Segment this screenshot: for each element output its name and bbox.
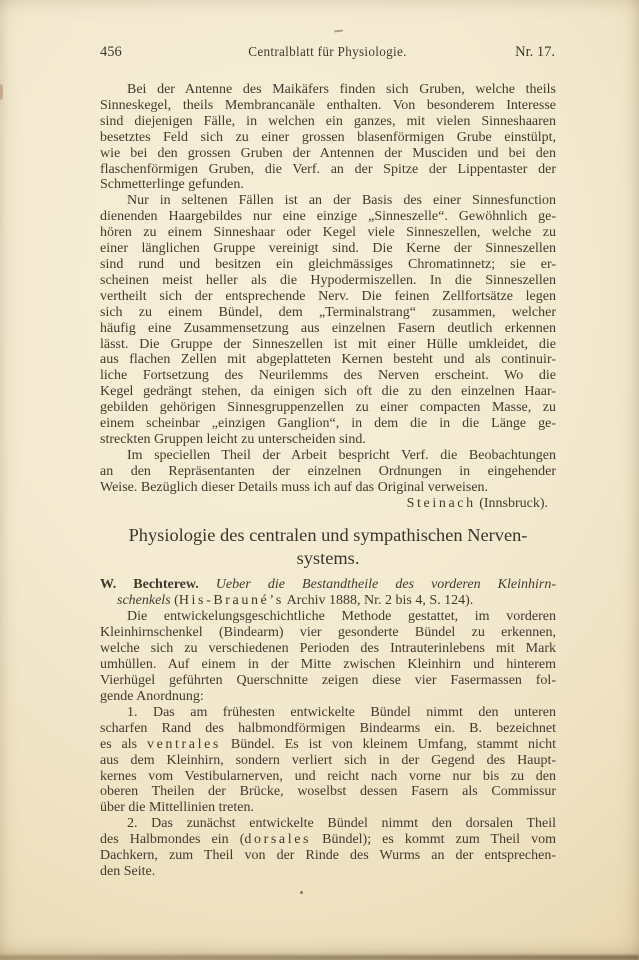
text-line: Physiologie des centralen und sympathischen Nerven- [128,525,528,546]
text-segment [199,577,216,592]
text-segment: Ueber die Bestandtheile des vorderen Kleinhirn- [215,576,556,592]
paragraph-specieller-theil [100,448,556,496]
text-line: Kegel gedrängt stehen, da einigen sich oft die zu den einzelnen Haar- [100,384,556,400]
text-line [100,496,556,512]
text-line: sind rund und besitzen ein gleichmässiges Chromatinnetz; sie er- [100,256,556,272]
text-line: systems. [296,548,360,569]
text-line: über die Mittellinien treten. [100,800,254,816]
text-segment: des Halbmondes ein ( [100,832,245,848]
text-line: Vierhügel geführten Querschnitte zeigen diese vier Fasermassen fol- [100,673,556,689]
text-segment: W. Bechterew. [100,576,199,592]
text-line: flaschenförmigen Gruben, die Verf. an der Spitze der Lippentaster der [100,161,556,177]
text-line: sich zu einem Bündel, dem „Terminalstrang“ zusammen, welcher [100,304,556,320]
article-reference [100,577,556,609]
text-line: Dachkern, zum Theil von der Rinde des Wurms an der entsprechen- [100,848,556,864]
text-line: streckten Gruppen leicht zu unterscheiden sind. [100,431,366,447]
text-line: scheinen meist heller als die Hypodermiszellen. In die Sinneszellen [100,272,556,288]
text-segment: Steinach [406,495,476,511]
text-line: einem scheinbar „einzigen Ganglion“, in dem die in die Länge ge- [100,416,556,432]
text-segment: His-Brauné’s [178,592,284,608]
text-line: häufig eine Zusammensetzung aus einzelnen Fasern deutlich erkennen [100,320,556,336]
text-segment: Bündel. Es ist von kleinem Umfang, stammt nicht [220,736,556,752]
text-line: kernes vom Vestibularnerven, und reicht nach vorne nur bis zu den [100,768,556,784]
section-heading [100,524,556,569]
text-line: besetztes Feld sich zu einer grossen blasenförmigen Grube einstülpt, [100,129,556,145]
author-signature [100,496,556,512]
text-line: scharfen Rand des halbmondförmigen Bindearms ein. B. bezeichnet [100,720,556,736]
text-line: einer länglichen Gruppe vereinigt sind. Die Kerne der Sinneszellen [100,241,556,257]
text-line: liche Fortsetzung des Neurilemms des Nerven erscheint. Wo die [100,368,556,384]
text-line: Kleinhirnschenkel (Bindearm) vier gesonderte Bündel zu erkennen, [100,625,556,641]
list-item-1 [100,705,556,816]
text-line [100,832,556,848]
text-line [100,737,556,753]
text-segment: es als [100,736,148,752]
text-line: Schmetterlinge gefunden. [100,177,244,193]
text-segment: ventrales [147,736,221,752]
text-line: Bei der Antenne des Maikäfers finden sich Gruben, welche theils [127,82,556,97]
text-line: aus dem Kleinhirn, sondern verliert sich in der Gegend des Haupt- [100,752,556,768]
text-line: sind diejenigen Fälle, in welchen ein ganzes, mit vielen Sinneshaaren [100,113,556,129]
text-line: welche sich zu verschiedenen Perioden des Intrauterinlebens mit Mark [100,641,556,657]
issue-number: Nr. 17. [515,44,555,60]
text-segment: (Innsbruck). [475,495,548,511]
text-line: an den Repräsentanten der einzelnen Ordnungen in eingehender [100,463,556,479]
text-line: vertheilt sich der entsprechende Nerv. Die feinen Zellfortsätze legen [100,288,556,304]
text-line: 1. Das am frühesten entwickelte Bündel nimmt den unteren [127,704,556,720]
text-line: gende Anordnung: [100,689,204,704]
list-item-2 [100,816,556,880]
page-body [0,61,556,880]
text-line: wie bei den grossen Gruben der Antennen der Musciden und bei den [100,145,556,161]
text-line: Die entwickelungsgeschichtliche Methode gestattet, im vorderen [127,609,556,625]
scan-speck [300,891,303,894]
text-line [100,577,556,593]
text-line: dienenden Haargebildes nur eine einzige „Sinneszelle“. Gewöhnlich ge- [100,209,556,225]
page-bottom-edge-shadow [0,955,639,960]
text-line: den Seite. [100,863,156,879]
text-line: 2. Das zunächst entwickelte Bündel nimmt den dorsalen Theil [127,816,556,832]
text-segment: Bündel); es kommt zum Theil vom [311,832,557,848]
text-segment: ( [170,592,179,608]
text-segment: Archiv 1888, Nr. 2 bis 4, S. 124). [283,592,474,608]
text-line: hören zu einem Sinneshaar oder Kegel viele Sinneszellen, welche zu [100,225,556,241]
text-line: oberen Theilen der Brücke, woselbst dessen Fasern als Commissur [100,784,556,800]
text-line: Sinneskegel, theils Membrancanäle enthalten. Von besonderem Interesse [100,97,556,113]
journal-title: Centralblatt für Physiologie. [248,44,407,59]
paragraph-maikaefer-antenne [100,82,556,193]
text-line: gebilden gehörigen Sinnesgruppenzellen zu einer compacten Masse, zu [100,400,556,416]
text-segment: schenkels [117,592,171,608]
paragraph-methode [100,609,556,704]
scan-smudge-left-edge [0,84,3,100]
text-segment: dorsales [244,832,312,848]
text-line: Weise. Bezüglich dieser Details muss ich auf das Original verweisen. [100,479,489,495]
text-line: aus flachen Zellen mit abgeplatteten Kernen besteht und als continuir- [100,352,556,368]
text-line: umhüllen. Auf einem in der Mitte zwischen Kleinhirn und hinterem [100,657,556,673]
page-header [0,0,639,61]
text-line: Im speciellen Theil der Arbeit bespricht Verf. die Beobachtungen [127,447,556,463]
text-line: lässt. Die Gruppe der Sinneszellen ist mit einer Hülle umkleidet, die [100,336,556,352]
text-line: Nur in seltenen Fällen ist an der Basis des einer Sinnesfunction [127,193,556,209]
text-line [100,593,556,609]
page-number: 456 [100,44,122,60]
paragraph-sinneszellen [100,193,556,448]
